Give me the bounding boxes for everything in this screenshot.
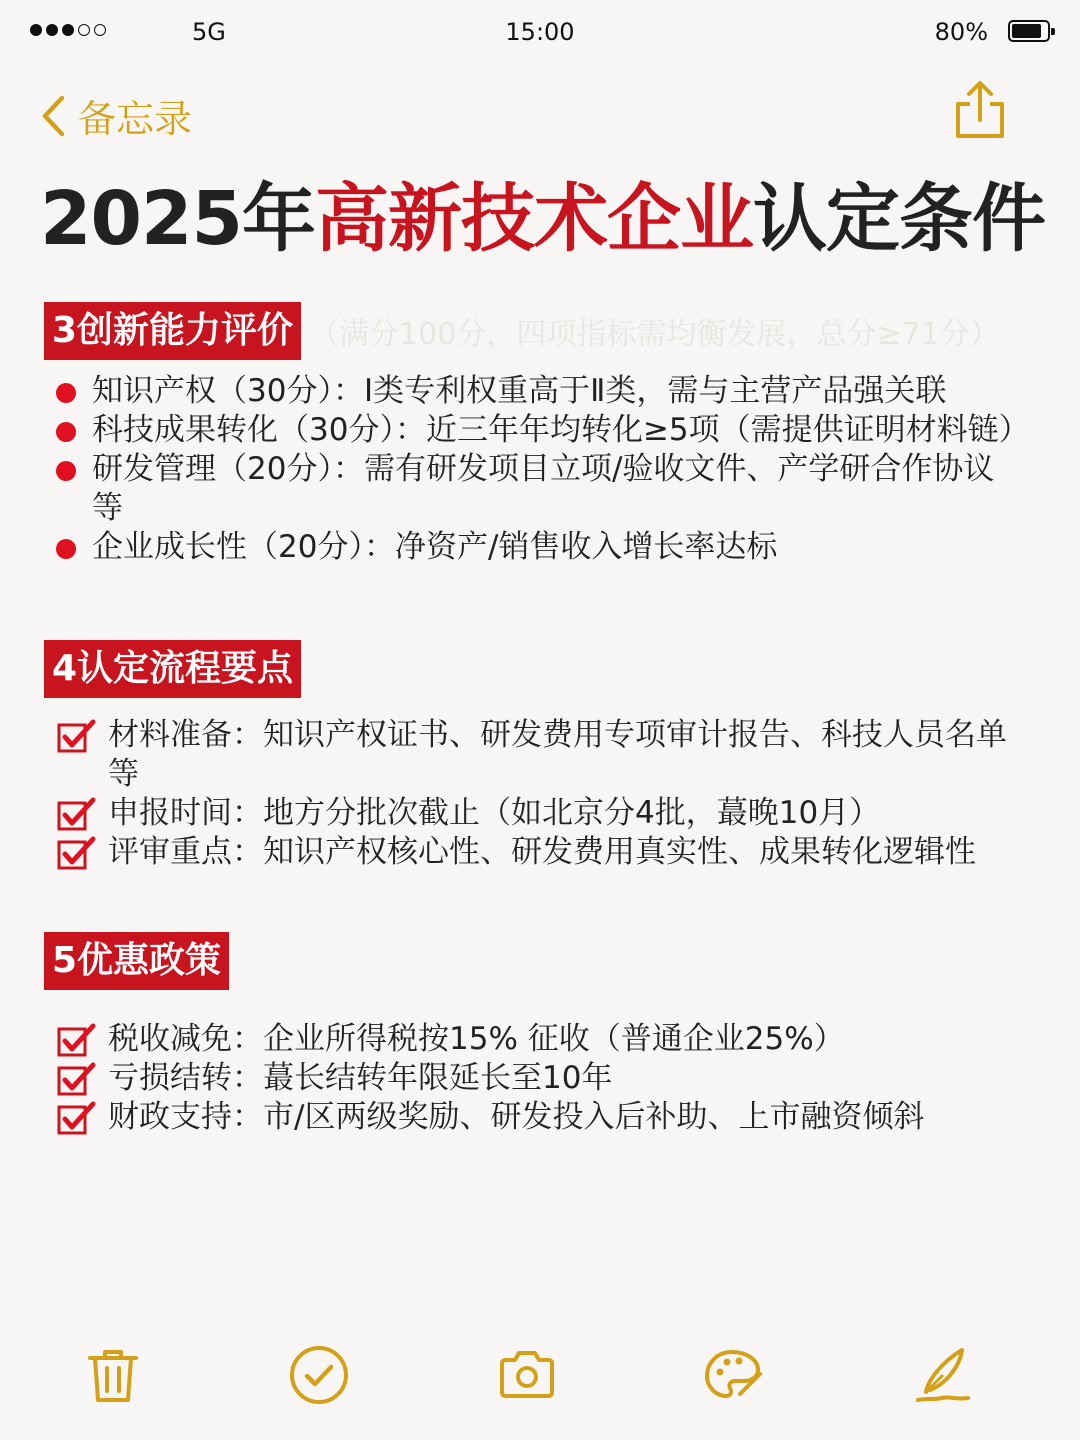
section-5-title: 5优惠政策: [44, 932, 229, 990]
list-item: 科技成果转化（30分）：近三年年均转化≥5项（需提供证明材料链）: [56, 411, 1016, 450]
back-button[interactable]: [40, 88, 192, 143]
checklist-item: 税收减免：企业所得税按15% 征收（普通企业25%）: [56, 1020, 1016, 1059]
section-5-list: [56, 1020, 1016, 1137]
section-4-header: [44, 640, 301, 698]
list-item: 知识产权（30分）：Ⅰ类专利权重高于Ⅱ类，需与主营产品强关联: [56, 372, 1016, 411]
checklist-item: 评审重点：知识产权核心性、研发费用真实性、成果转化逻辑性: [56, 833, 1016, 872]
page-title: [40, 160, 1050, 266]
palette-icon: [702, 1344, 764, 1406]
checkbox-checked-icon[interactable]: [56, 835, 96, 871]
share-icon: [952, 80, 1008, 140]
battery-icon: [1008, 20, 1050, 42]
battery-percentage: 80%: [934, 18, 988, 46]
checklist-item: 财政支持：市/区两级奖励、研发投入后补助、上市融资倾斜: [56, 1098, 1016, 1137]
checkbox-checked-icon[interactable]: [56, 1022, 96, 1058]
navigation-bar: [0, 80, 1080, 140]
checklist-item: 材料准备：知识产权证书、研发费用专项审计报告、科技人员名单等: [56, 716, 1016, 794]
section-3-list: [56, 372, 1030, 567]
markup-button[interactable]: [702, 1344, 764, 1406]
delete-button[interactable]: [82, 1344, 144, 1406]
clock: 15:00: [505, 18, 575, 46]
pen-icon: [912, 1344, 974, 1406]
title-suffix: 认定条件: [752, 176, 1045, 262]
trash-icon: [82, 1344, 144, 1406]
bullet-dot-icon: [56, 539, 76, 559]
status-bar: [0, 0, 1080, 64]
checkbox-checked-icon[interactable]: [56, 1100, 96, 1136]
section-3-title: 3创新能力评价: [44, 302, 301, 360]
camera-icon: [496, 1344, 558, 1406]
section-5-header: [44, 932, 229, 990]
checklist-button[interactable]: [288, 1344, 350, 1406]
checklist-icon: [288, 1344, 350, 1406]
title-year: 2025年: [40, 176, 315, 262]
bottom-toolbar: [0, 1332, 1080, 1422]
bullet-dot-icon: [56, 461, 76, 481]
section-3-note: （满分100分，四项指标需均衡发展，总分≥71分）: [309, 317, 1000, 352]
bullet-dot-icon: [56, 422, 76, 442]
share-button[interactable]: [952, 80, 1008, 140]
back-label: 备忘录: [78, 97, 193, 141]
section-3-header: [44, 302, 1000, 360]
checkbox-checked-icon[interactable]: [56, 718, 96, 754]
title-highlight: 高新技术企业: [314, 176, 753, 262]
checkbox-checked-icon[interactable]: [56, 1061, 96, 1097]
network-type: 5G: [192, 18, 226, 46]
chevron-left-icon: [40, 94, 66, 138]
list-item: 研发管理（20分）：需有研发项目立项/验收文件、产学研合作协议等: [56, 450, 1016, 528]
camera-button[interactable]: [496, 1344, 558, 1406]
section-4-list: [56, 716, 1016, 872]
checkbox-checked-icon[interactable]: [56, 796, 96, 832]
compose-button[interactable]: [912, 1344, 974, 1406]
checklist-item: 亏损结转：蕞长结转年限延长至10年: [56, 1059, 1016, 1098]
section-4-title: 4认定流程要点: [44, 640, 301, 698]
bullet-dot-icon: [56, 383, 76, 403]
checklist-item: 申报时间：地方分批次截止（如北京分4批，蕞晚10月）: [56, 794, 1016, 833]
list-item: 企业成长性（20分）：净资产/销售收入增长率达标: [56, 528, 1016, 567]
